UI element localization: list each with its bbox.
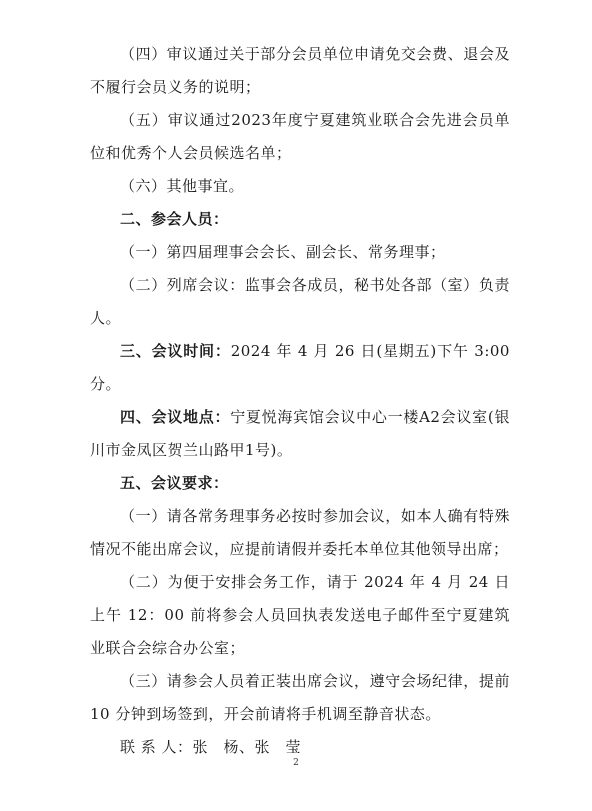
- meeting-time-value: 2024 年 4 月 26 日(星期五)下午 3:00 分。: [90, 342, 510, 393]
- requirements-item-2: （二）为便于安排会务工作，请于 2024 年 4 月 24 日上午 12：00 前将参会人员回执表发送电子邮件至宁夏建筑业联合会综合办公室；: [90, 573, 510, 657]
- section-heading-requirements: [90, 467, 510, 500]
- paragraph-item-6: （六）其他事宜。: [120, 177, 245, 195]
- section-meeting-time: [90, 335, 510, 401]
- contact-line: 联 系 人：张 杨、张 莹: [120, 738, 302, 756]
- paragraph-item-5: （五）审议通过2023年度宁夏建筑业联合会先进会员单位和优秀个人会员候选名单；: [90, 111, 510, 162]
- section-meeting-location: [90, 401, 510, 467]
- section-heading-attendees-label: 二、参会人员：: [120, 210, 229, 228]
- document-body: [90, 38, 510, 764]
- attendees-item-2: （二）列席会议：监事会各成员，秘书处各部（室）负责人。: [90, 276, 510, 327]
- requirements-item-3: （三）请参会人员着正装出席会议，遵守会场纪律，提前 10 分钟到场签到，开会前请将手机调至静音状态。: [90, 672, 510, 723]
- meeting-location-value: 宁夏悦海宾馆会议中心一楼A2会议室(银川市金凤区贺兰山路甲1号)。: [90, 408, 510, 459]
- requirements-item-1: （一）请各常务理事务必按时参加会议，如本人确有特殊情况不能出席会议，应提前请假并委托本单位其他领导出席；: [90, 507, 510, 558]
- section-heading-attendees: [90, 203, 510, 236]
- paragraph-item-4: （四）审议通过关于部分会员单位申请免交会费、退会及不履行会员义务的说明；: [90, 45, 510, 96]
- meeting-time-label: 三、会议时间：: [120, 342, 231, 360]
- attendees-item-1: （一）第四届理事会会长、副会长、常务理事；: [120, 243, 446, 261]
- section-heading-requirements-label: 五、会议要求：: [120, 474, 229, 492]
- page-number: 2: [293, 758, 299, 768]
- meeting-location-label: 四、会议地点：: [120, 408, 231, 426]
